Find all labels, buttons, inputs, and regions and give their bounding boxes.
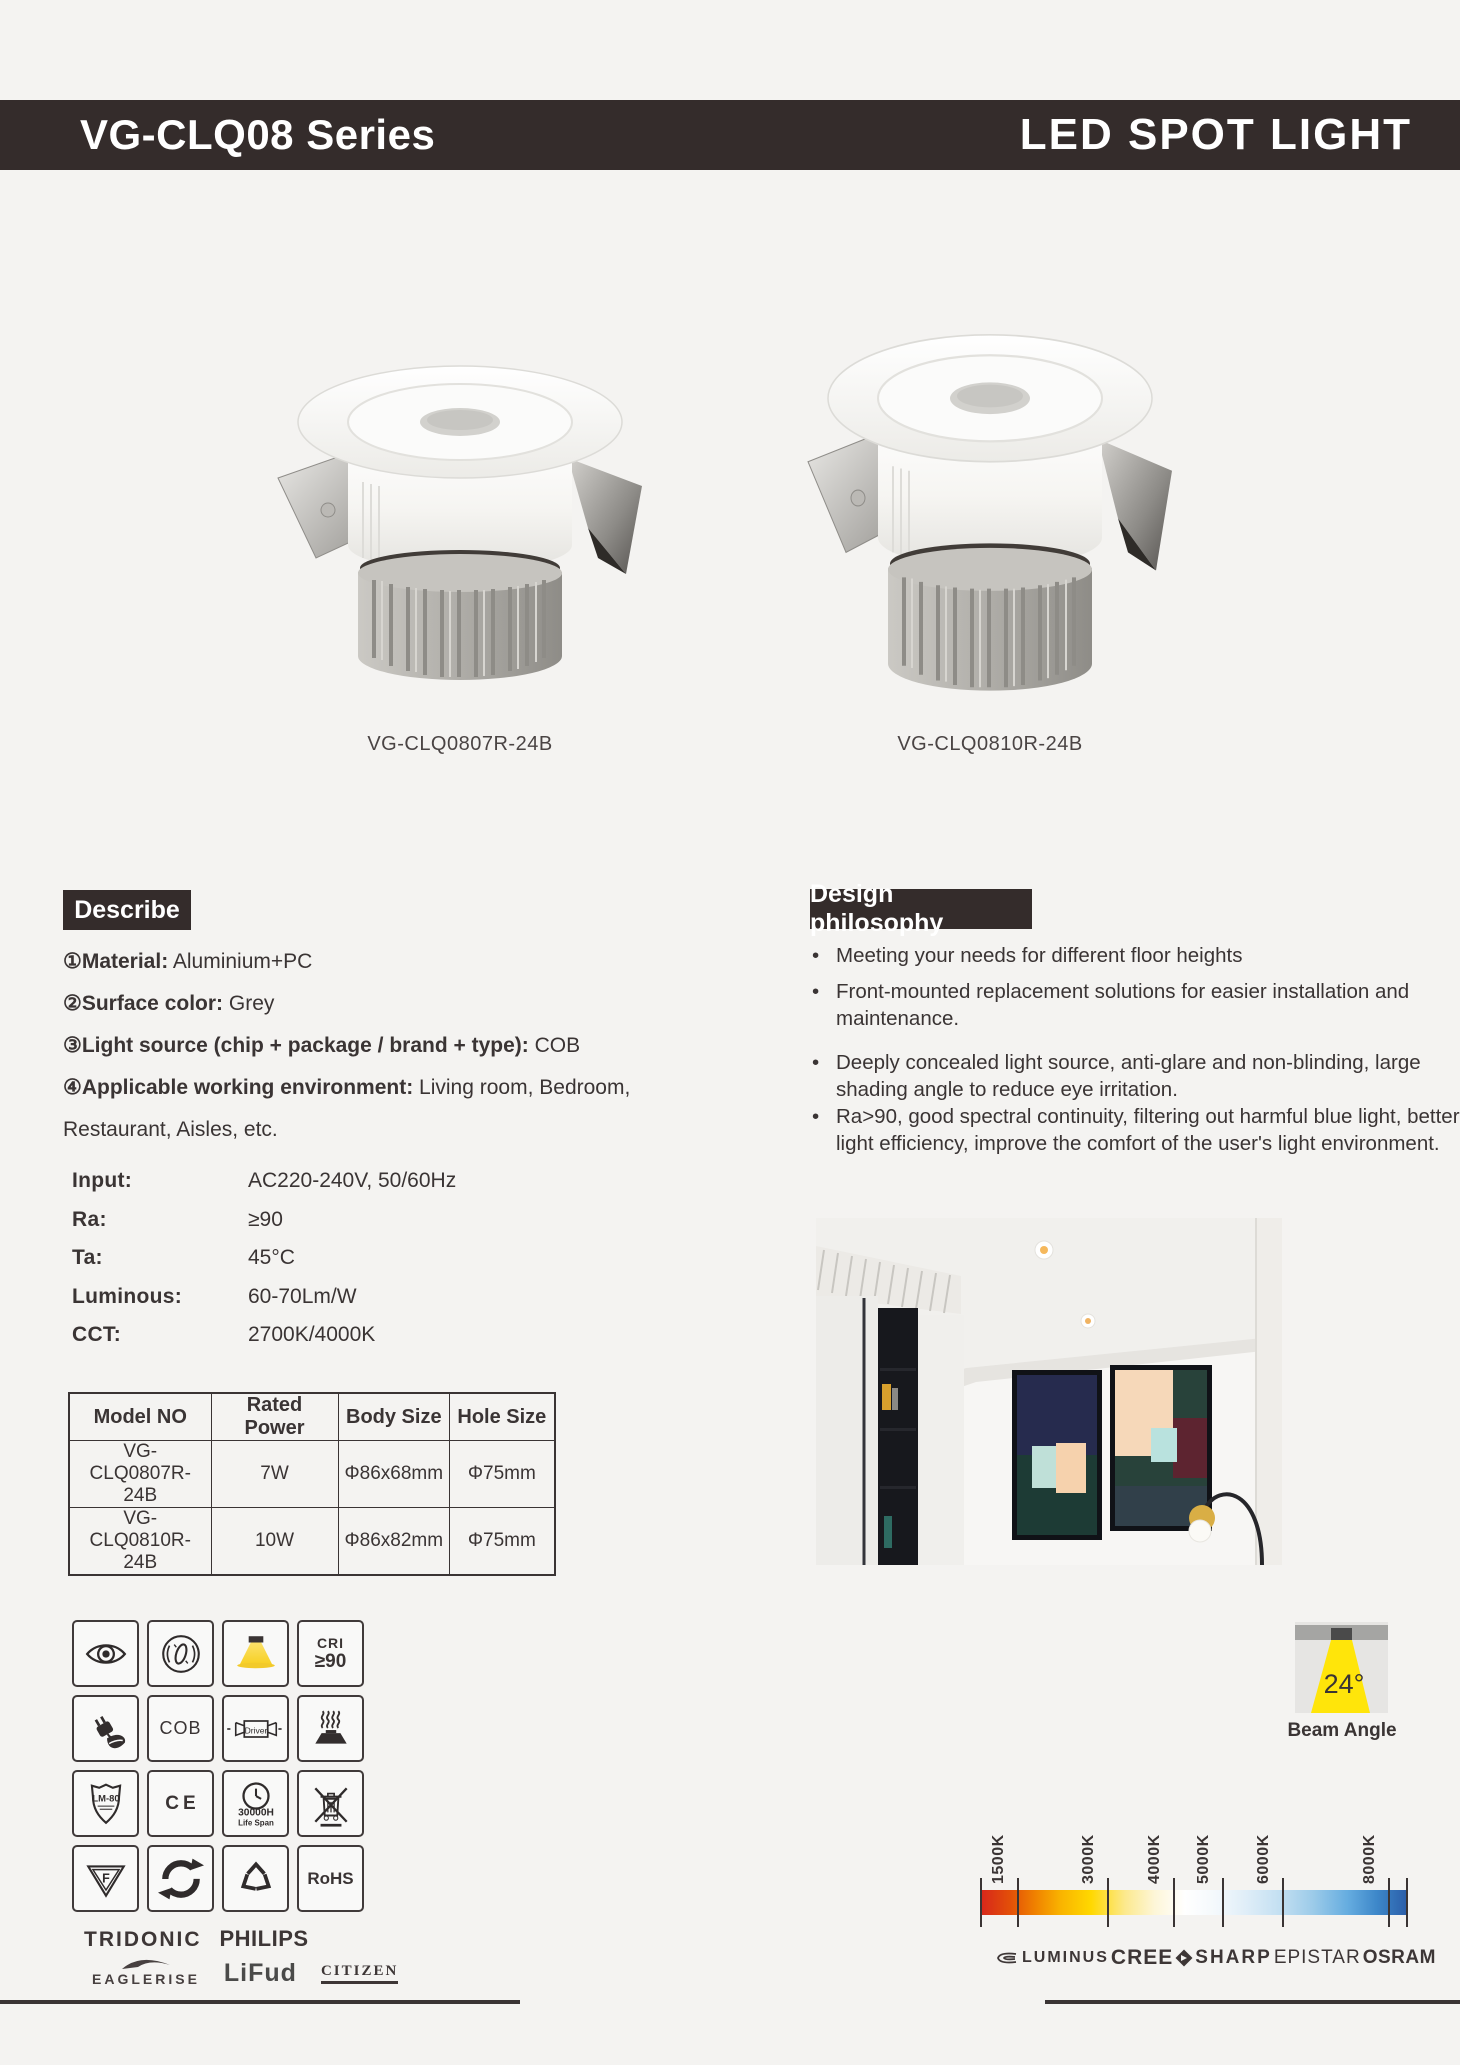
tridonic-logo: TRIDONIC [84,1928,202,1951]
cct-tick-label: 5000K [1195,1834,1212,1884]
cct-tick-label: 4000K [1146,1834,1163,1884]
svg-text:24°: 24° [1323,1669,1365,1699]
spec-row: Luminous: 60-70Lm/W [72,1284,357,1308]
product-model-label: VG-CLQ0807R-24B [367,733,553,755]
design-bullet: • Deeply concealed light source, anti-glare and non-blinding, large shading angle to reduce eye irritation. [812,1051,1421,1101]
svg-text:Driver: Driver [244,1724,267,1735]
cri-icon: CRI ≥90 [297,1620,364,1687]
heat-dissipation-icon [297,1695,364,1762]
cct-tick-label: 6000K [1255,1834,1272,1884]
lifud-logo: LiFud [223,1958,297,1987]
col-header-hole: Hole Size [450,1393,555,1441]
ce-mark-icon: CE [147,1770,214,1837]
design-bullet: • Front-mounted replacement solutions for easier installation and maintenance. [812,980,1410,1030]
spec-row: Ta: 45°C [72,1246,295,1269]
table-row: VG-CLQ0810R-24B 10W Φ86x82mm Φ75mm [69,1508,555,1576]
cree-diamond-icon [1175,1949,1193,1967]
lm80-icon [72,1770,139,1837]
recycle-icon [222,1845,289,1912]
driver-brands-row-1 [84,1926,309,1952]
svg-text:30000H: 30000H [237,1806,274,1818]
col-header-model: Model NO [69,1393,211,1441]
driver-icon [222,1695,289,1762]
weee-bin-icon [297,1770,364,1837]
beam-angle-diagram [1295,1622,1388,1713]
describe-section-title: Describe [63,890,191,930]
epistar-logo: EPISTAR [1273,1947,1361,1968]
cct-tick-label: 3000K [1080,1834,1097,1884]
header-bar [0,100,1460,170]
product-type-title: LED SPOT LIGHT [1019,110,1412,159]
design-bullet: • Ra>90, good spectral continuity, filtering out harmful blue light, better light efficiency, improve the comfort of the user's light environment. [812,1105,1460,1155]
eagle-swoosh-icon [120,1959,172,1971]
design-bullet: • Meeting your needs for different floor heights [812,944,1243,967]
col-header-body: Body Size [338,1393,450,1441]
describe-item: ③Light source (chip + package / brand + type): COB [63,1034,581,1057]
cct-gradient-bar [980,1890,1407,1915]
product-photo-clq0807r [270,360,650,690]
citizen-logo: CITIZEN [321,1963,398,1984]
svg-text:LM-80: LM-80 [91,1791,120,1803]
describe-item: ④Applicable working environment: Living room, Bedroom, Restaurant, Aisles, etc. [63,1076,631,1141]
svg-text:F: F [101,1871,110,1886]
rohs-icon: RoHS [297,1845,364,1912]
spec-row: CCT: 2700K/4000K [72,1323,376,1346]
product-model-label: VG-CLQ0810R-24B [897,733,1083,755]
cct-tick-label: 8000K [1361,1834,1378,1884]
describe-item: ①Material: Aluminium+PC [63,950,313,973]
osram-logo: OSRAM [1362,1947,1436,1968]
beam-light-icon [222,1620,289,1687]
beam-angle-label: Beam Angle [1287,1720,1397,1741]
green-point-icon [147,1845,214,1912]
series-title: VG-CLQ08 Series [80,111,436,158]
eye-comfort-icon [72,1620,139,1687]
spec-row: Input: AC220-240V, 50/60Hz [72,1169,457,1192]
svg-text:Life Span: Life Span [237,1818,274,1828]
driver-brands-row-2 [92,1956,398,1990]
led-brands-row [996,1940,1436,1976]
eco-plug-icon [72,1695,139,1762]
luminus-logo: LUMINUS [996,1949,1109,1967]
table-row: VG-CLQ0807R-24B 7W Φ86x68mm Φ75mm [69,1441,555,1508]
col-header-power: Rated Power [211,1393,338,1441]
design-section-title: Design philosophy [810,889,1032,929]
footer-rule-left [0,2000,520,2004]
eaglerise-logo: EAGLERISE [92,1959,200,1987]
cct-tick-label: 1500K [990,1834,1007,1884]
philips-logo: PHILIPS [219,1926,309,1951]
luminus-swoosh-icon [996,1951,1018,1965]
f-mark-icon [72,1845,139,1912]
sharp-logo: SHARP [1195,1947,1272,1968]
describe-items [63,941,713,1151]
spec-row: Ra: ≥90 [72,1207,283,1231]
table-header-row [69,1393,555,1441]
design-bullets [812,942,1460,1157]
model-spec-table [68,1392,556,1576]
certification-icon-grid [72,1620,364,1912]
spec-list [72,1162,692,1355]
describe-item: ②Surface color: Grey [63,992,275,1015]
application-photo [816,1218,1282,1565]
cree-logo: CREE [1111,1946,1193,1970]
anti-glare-icon [147,1620,214,1687]
lifespan-icon [222,1770,289,1837]
footer-rule-right [1045,2000,1460,2004]
product-photo-clq0810r [800,328,1180,702]
cob-icon: COB [147,1695,214,1762]
cct-scale [960,1815,1450,1935]
